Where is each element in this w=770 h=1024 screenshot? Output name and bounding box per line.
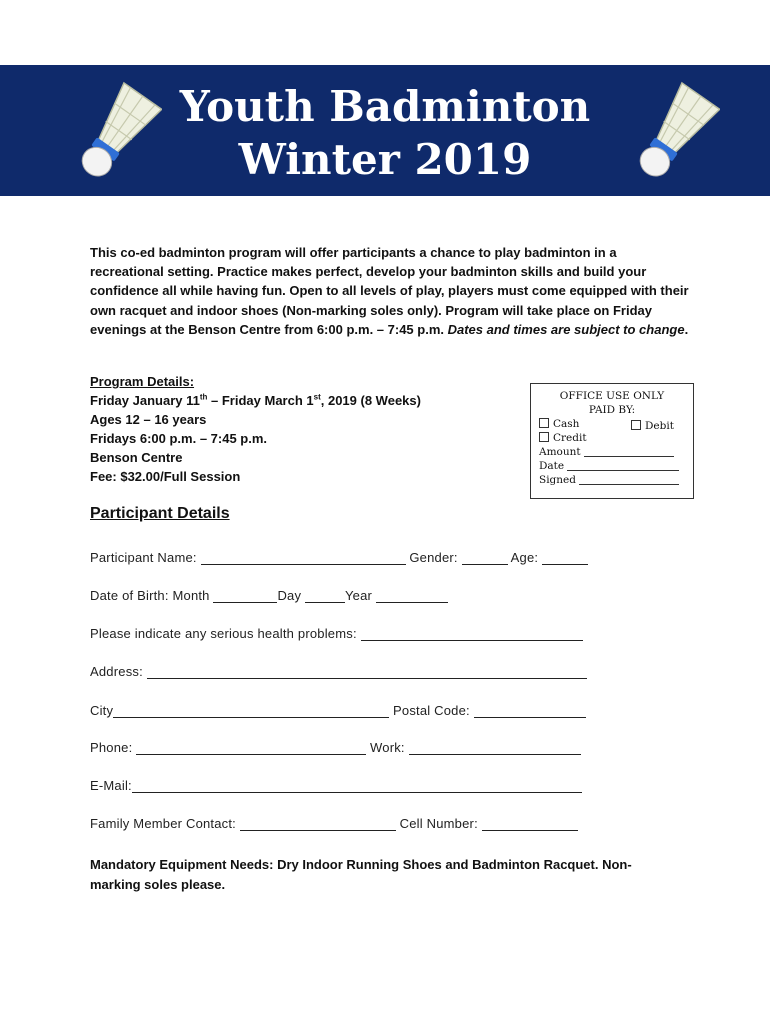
- phone-field[interactable]: [136, 741, 366, 755]
- email-label: E-Mail:: [90, 778, 132, 793]
- cash-checkbox[interactable]: [539, 418, 549, 428]
- phone-label: Phone:: [90, 740, 133, 755]
- dates-start: Friday January 11: [90, 393, 200, 408]
- debit-label: Debit: [645, 420, 674, 432]
- intro-end: .: [684, 321, 689, 337]
- dates-end: – Friday March 1: [207, 393, 314, 408]
- address-field[interactable]: [147, 665, 587, 679]
- program-details-heading: Program Details:: [90, 374, 195, 389]
- amount-label: Amount: [539, 446, 581, 458]
- dates-year: , 2019 (8 Weeks): [320, 393, 421, 408]
- participant-details-heading: Participant Details: [90, 505, 230, 522]
- mandatory-equipment-note: Mandatory Equipment Needs: Dry Indoor Running Shoes and Badminton Racquet. Non-marking soles please.: [90, 857, 632, 892]
- page-title-line2: Winter 2019: [238, 135, 532, 184]
- health-field[interactable]: [361, 627, 583, 641]
- dob-year-field[interactable]: [376, 589, 448, 603]
- dates-sup-start: th: [199, 392, 208, 402]
- address-label: Address:: [90, 664, 143, 679]
- dob-year-label: Year: [344, 588, 373, 603]
- shuttlecock-icon: [630, 80, 720, 186]
- credit-label: Credit: [553, 432, 587, 444]
- postal-code-field[interactable]: [474, 704, 586, 718]
- intro-italic-note: Dates and times are subject to change: [447, 321, 685, 337]
- program-time: Fridays 6:00 p.m. – 7:45 p.m.: [90, 431, 268, 446]
- dob-month-label: Date of Birth: Month: [90, 588, 210, 603]
- signed-field[interactable]: [579, 474, 679, 485]
- phone-row: [90, 740, 581, 755]
- dates-sup-end: st: [313, 392, 321, 402]
- program-fee: Fee: $32.00/Full Session: [90, 469, 241, 484]
- participant-name-field[interactable]: [201, 551, 406, 565]
- age-field[interactable]: [542, 551, 588, 565]
- city-label: City: [90, 703, 114, 718]
- program-ages: Ages 12 – 16 years: [90, 412, 207, 427]
- city-field[interactable]: [113, 704, 389, 718]
- work-label: Work:: [370, 740, 405, 755]
- credit-checkbox[interactable]: [539, 432, 549, 442]
- debit-checkbox[interactable]: [631, 420, 641, 430]
- intro-paragraph: [90, 243, 690, 339]
- dob-month-field[interactable]: [213, 589, 277, 603]
- dob-day-field[interactable]: [305, 589, 345, 603]
- address-row: [90, 664, 587, 679]
- gender-field[interactable]: [462, 551, 508, 565]
- name-label: Participant Name:: [90, 550, 197, 565]
- date-label: Date: [539, 460, 565, 472]
- gender-label: Gender:: [409, 550, 458, 565]
- city-row: [90, 703, 586, 718]
- email-row: [90, 778, 582, 793]
- signed-label: Signed: [539, 474, 576, 486]
- health-label: Please indicate any serious health problems:: [90, 626, 357, 641]
- work-phone-field[interactable]: [409, 741, 581, 755]
- office-heading: OFFICE USE ONLY: [559, 390, 665, 402]
- cell-number-field[interactable]: [482, 817, 578, 831]
- health-row: [90, 626, 583, 641]
- postal-code-label: Postal Code:: [393, 703, 470, 718]
- shuttlecock-icon: [72, 80, 162, 186]
- name-row: [90, 550, 588, 565]
- cell-number-label: Cell Number:: [399, 816, 478, 831]
- intro-text: This co-ed badminton program will offer participants a chance to play badminton in a recreational setting. Practice makes perfect, develop your badminton skills and build your confidence all while having fun. Open to all levels of play, players must come equipped with their own racquet and indoor shoes (Non-marking soles only). Program will take place on Friday evenings at the Benson Centre from 6:00 p.m. – 7:45 p.m.: [90, 245, 689, 337]
- page-title-line1: Youth Badminton: [179, 82, 591, 131]
- email-field[interactable]: [132, 779, 582, 793]
- family-contact-label: Family Member Contact:: [90, 816, 236, 831]
- office-use-box: [530, 383, 694, 499]
- dob-day-label: Day: [277, 588, 302, 603]
- program-details: [90, 372, 510, 486]
- age-label: Age:: [510, 550, 539, 565]
- amount-field[interactable]: [584, 446, 674, 457]
- paid-by-heading: PAID BY:: [588, 404, 636, 416]
- program-dates: [90, 391, 510, 410]
- office-date-field[interactable]: [567, 460, 679, 471]
- family-row: [90, 816, 578, 831]
- family-contact-field[interactable]: [240, 817, 396, 831]
- program-location: Benson Centre: [90, 450, 183, 465]
- cash-label: Cash: [553, 418, 580, 430]
- dob-row: [90, 588, 448, 603]
